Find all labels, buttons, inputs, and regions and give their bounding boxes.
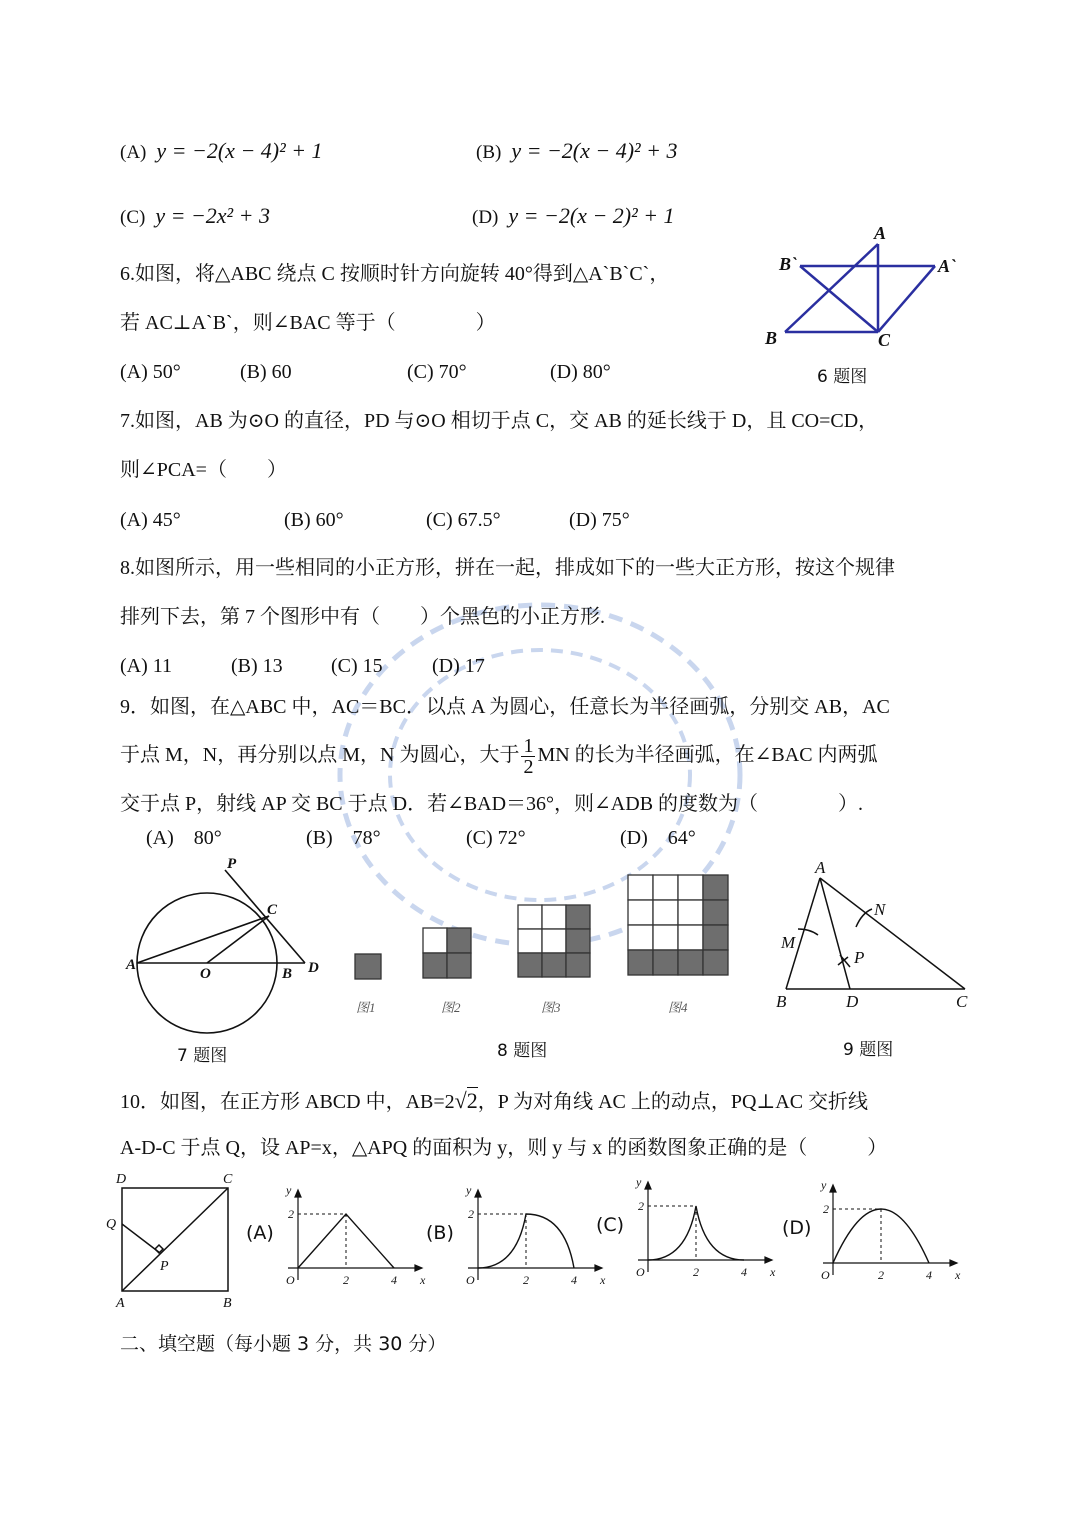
x-tick-2: 2 — [878, 1268, 884, 1282]
x-tick-4: 4 — [926, 1268, 932, 1282]
graph-option-b — [458, 1180, 613, 1295]
fig10-label-q: Q — [106, 1217, 117, 1232]
q9-text-3: 交于点 P，射线 AP 交 BC 于点 D．若∠BAD＝36°，则∠ADB 的度数为（ ）. — [120, 793, 864, 815]
x-tick-2: 2 — [693, 1265, 699, 1279]
graph-option-label: (B) — [426, 1222, 454, 1244]
section-2-heading: 二、填空题（每小题 3 分，共 30 分） — [120, 1333, 447, 1355]
q8-text-2: 排列下去，第 7 个图形中有（ ）个黑色的小正方形. — [120, 606, 605, 628]
q8-text-1: 8.如图所示，用一些相同的小正方形，拼在一起，排成如下的一些大正方形，按这个规律 — [120, 557, 895, 579]
fig10-label-a: A — [116, 1296, 125, 1311]
fig7-label-d: D — [308, 960, 319, 976]
fig7-label-o: O — [200, 966, 211, 982]
axis-x-label: x — [420, 1273, 426, 1287]
q7-text-2: 则∠PCA=（ ） — [120, 459, 287, 481]
fig6-label-b1: B` — [779, 254, 797, 274]
q7-option-c: (C) 67.5° — [426, 509, 501, 531]
fig9-label-m: M — [781, 933, 796, 952]
graph-guides — [833, 1209, 881, 1263]
y-tick-2: 2 — [638, 1199, 644, 1213]
y-tick-2: 2 — [468, 1207, 474, 1221]
axis-x-label: x — [600, 1273, 606, 1287]
graph-option-d — [813, 1175, 968, 1290]
q10-square-figure — [105, 1168, 240, 1313]
graph-guides — [648, 1206, 696, 1260]
q6-option-c: (C) 70° — [407, 361, 467, 383]
q7-figure — [120, 852, 330, 1037]
x-tick-4: 4 — [741, 1265, 747, 1279]
fig10-label-c: C — [223, 1172, 233, 1187]
q7-option-d: (D) 75° — [569, 509, 630, 531]
fig10-label-b: B — [223, 1296, 232, 1311]
q7-caption: 7 题图 — [177, 1046, 228, 1066]
graph-option-label: (D) — [782, 1217, 812, 1239]
fig7-label-p: P — [227, 856, 237, 872]
q9-option-d: (D) 64° — [620, 827, 696, 849]
q6-option-a: (A) 50° — [120, 361, 181, 383]
q7-option-b: (B) 60° — [284, 509, 344, 531]
q9-caption: 9 题图 — [843, 1040, 894, 1060]
graph-option-a — [278, 1180, 433, 1295]
axis-x-label: x — [955, 1268, 961, 1282]
q5-option-b: (B) y = −2(x − 4)² + 3 — [476, 138, 678, 163]
fig6-label-b: B — [765, 328, 778, 348]
q6-option-b: (B) 60 — [240, 361, 292, 383]
q8-figure — [350, 870, 735, 1020]
fig8-subcaption-3: 图3 — [541, 1000, 561, 1015]
q5-option-d: (D) y = −2(x − 2)² + 1 — [472, 203, 675, 228]
axis-x-label: x — [770, 1265, 776, 1279]
graph-axes — [288, 1190, 422, 1280]
fig8-subcaption-1: 图1 — [356, 1000, 376, 1015]
axis-y-label: y — [821, 1178, 827, 1192]
y-tick-2: 2 — [823, 1202, 829, 1216]
fig9-label-a: A — [815, 858, 826, 877]
q7-text-1: 7.如图，AB 为⊙O 的直径，PD 与⊙O 相切于点 C，交 AB 的延长线于 D，且 CO=CD， — [120, 410, 879, 432]
axis-y-label: y — [466, 1183, 472, 1197]
q8-option-d: (D) 17 — [432, 655, 485, 677]
graph-axes — [823, 1185, 957, 1275]
fig8-subcaption-2: 图2 — [441, 1000, 461, 1015]
axis-y-label: y — [636, 1175, 642, 1189]
q9-option-a: (A) 80° — [146, 827, 222, 849]
x-tick-2: 2 — [523, 1273, 529, 1287]
fig7-label-a: A — [126, 957, 137, 973]
y-tick-2: 2 — [288, 1207, 294, 1221]
graph-option-label: (C) — [596, 1214, 625, 1236]
q6-figure — [755, 222, 980, 352]
q9-option-b: (B) 78° — [306, 827, 381, 849]
axis-y-label: y — [286, 1183, 292, 1197]
fig10-label-p: P — [160, 1259, 169, 1274]
q10-text-2: A-D-C 于点 Q，设 AP=x，△APQ 的面积为 y，则 y 与 x 的函数图象正确的是（ ） — [120, 1137, 888, 1159]
fig10-label-d: D — [116, 1172, 127, 1187]
x-tick-2: 2 — [343, 1273, 349, 1287]
q7-option-a: (A) 45° — [120, 509, 181, 531]
fig6-label-a1: A` — [938, 256, 956, 276]
q9-text-1: 9．如图，在△ABC 中，AC＝BC．以点 A 为圆心，任意长为半径画弧，分别交 AB，AC — [120, 696, 890, 718]
q8-option-a: (A) 11 — [120, 655, 173, 677]
fig9-label-n: N — [874, 900, 886, 919]
fig9-label-p: P — [854, 948, 865, 967]
q5-option-a: (A) y = −2(x − 4)² + 1 — [120, 138, 323, 163]
q9-text-2: 于点 M，N，再分别以点 M，N 为圆心，大于 $\frac{1}{2}$ MN 的长为半径画弧，在∠BAC 内两弧 — [120, 734, 878, 778]
q9-figure — [770, 855, 975, 1020]
x-tick-4: 4 — [391, 1273, 397, 1287]
q6-option-d: (D) 80° — [550, 361, 611, 383]
x-tick-4: 4 — [571, 1273, 577, 1287]
fig7-label-b: B — [282, 966, 293, 982]
q6-text-1: 6.如图，将△ABC 绕点 C 按顺时针方向旋转 40°得到△A`B`C`， — [120, 263, 670, 285]
fig6-label-a: A — [874, 223, 887, 243]
q6-caption: 6 题图 — [817, 367, 868, 387]
origin-label: O — [466, 1273, 475, 1287]
fig6-label-c: C — [878, 330, 891, 350]
fig9-label-d: D — [846, 992, 859, 1011]
fraction-one-half: $\frac{1}{2}$ — [523, 734, 534, 778]
q8-caption: 8 题图 — [497, 1041, 548, 1061]
fig9-label-b: B — [776, 992, 787, 1011]
q8-option-c: (C) 15 — [331, 655, 383, 677]
q8-option-b: (B) 13 — [231, 655, 283, 677]
origin-label: O — [286, 1273, 295, 1287]
graph-option-label: (A) — [246, 1222, 274, 1244]
fig7-label-c: C — [267, 902, 278, 918]
origin-label: O — [821, 1268, 830, 1282]
fig9-label-c: C — [956, 992, 968, 1011]
q6-text-2: 若 AC⊥A`B`，则∠BAC 等于（ ） — [120, 312, 496, 334]
graph-guides — [478, 1214, 526, 1268]
q10-text-1: 10．如图，在正方形 ABCD 中，AB=2√2，P 为对角线 AC 上的动点，PQ⊥AC 交折线 — [120, 1088, 869, 1113]
origin-label: O — [636, 1265, 645, 1279]
graph-option-c — [628, 1172, 783, 1287]
q5-option-c: (C) y = −2x² + 3 — [120, 203, 270, 228]
fig8-subcaption-4: 图4 — [668, 1000, 688, 1015]
q9-option-c: (C) 72° — [466, 827, 526, 849]
